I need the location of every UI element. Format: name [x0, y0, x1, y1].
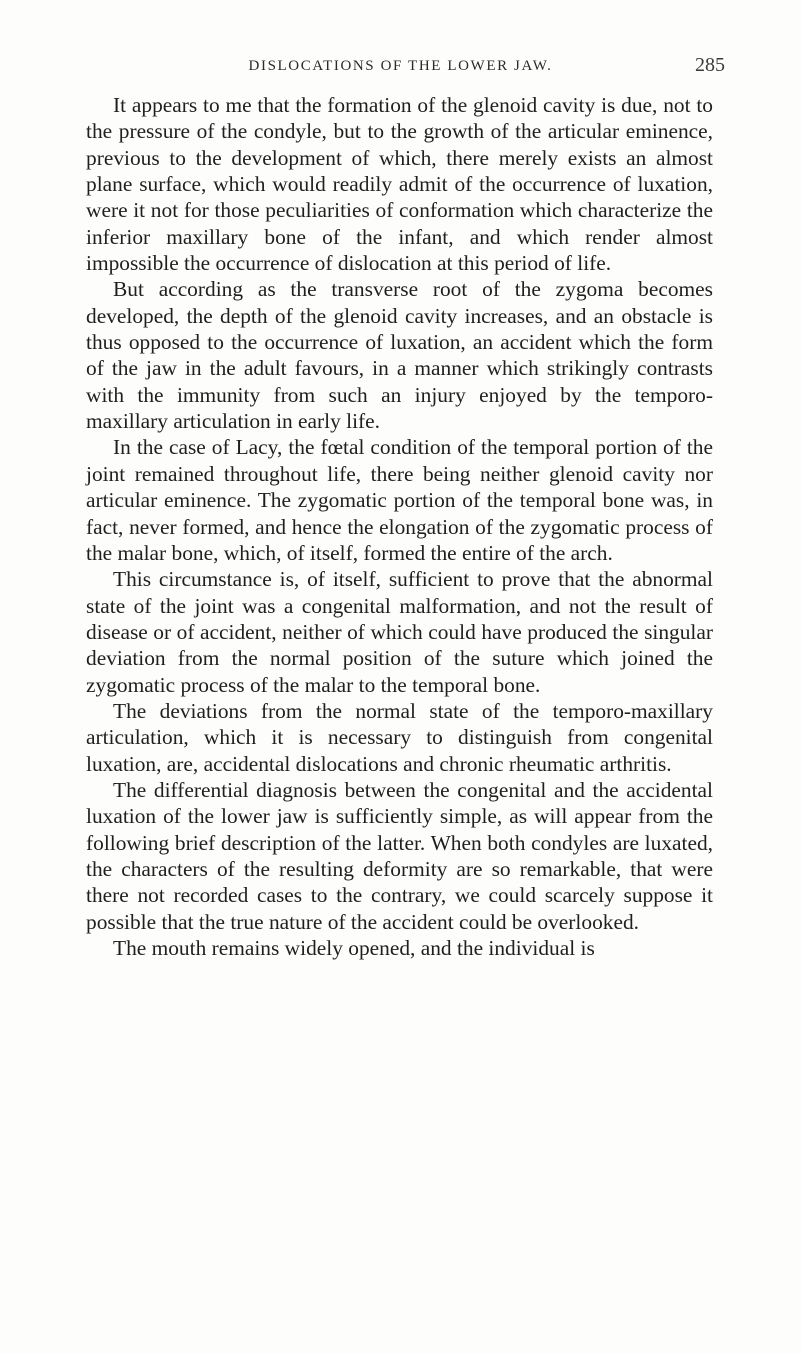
page-header	[0, 52, 801, 82]
paragraph: The deviations from the normal state of the temporo-maxillary articulation, which it is necessary to distinguish from congenital luxation, are, accidental dislocations and chronic rheumatic arthritis.	[86, 698, 713, 776]
paragraph: The mouth remains widely opened, and the individual is	[113, 936, 595, 960]
paragraph: This circumstance is, of itself, sufficient to prove that the abnormal state of the joint was a congenital malformation, and not the result of disease or of accident, neither of which could have produced the singular deviation from the normal position of the suture which joined the zygomatic process of the malar to the temporal bone.	[86, 567, 713, 697]
paragraph: In the case of Lacy, the fœtal condition of the temporal portion of the joint remained throughout life, there being neither glenoid cavity nor articular eminence. The zygomatic portion of the temporal bone was, in fact, never formed, and hence the elongation of the zygomatic process of the malar bone, which, of itself, formed the entire of the arch.	[86, 435, 713, 565]
paragraph: The differential diagnosis between the congenital and the accidental luxation of the lower jaw is sufficiently simple, as will appear from the following brief description of the latter. When both condyles are luxated, the characters of the resulting deformity are so remarkable, that were there not recorded cases to the contrary, we could scarcely suppose it possible that the true nature of the accident could be overlooked.	[86, 777, 713, 934]
paragraph: It appears to me that the formation of the glenoid cavity is due, not to the pressure of the condyle, but to the growth of the articular eminence, previous to the development of which, there merely exists an almost plane surface, which would readily admit of the occurrence of luxation, were it not for those peculiarities of conformation which characterize the inferior maxillary bone of the infant, and which render almost impossible the occurrence of dislocation at this period of life.	[86, 93, 713, 276]
running-head: DISLOCATIONS OF THE LOWER JAW.	[248, 58, 553, 74]
body-text	[86, 92, 713, 961]
page-number: 285	[695, 54, 725, 76]
paragraph: But according as the transverse root of the zygoma becomes developed, the depth of the glenoid cavity increases, and an obstacle is thus opposed to the occurrence of luxation, an accident which the form of the jaw in the adult favours, in a manner which strikingly contrasts with the immunity from such an injury enjoyed by the temporo-maxillary articulation in early life.	[86, 277, 713, 434]
